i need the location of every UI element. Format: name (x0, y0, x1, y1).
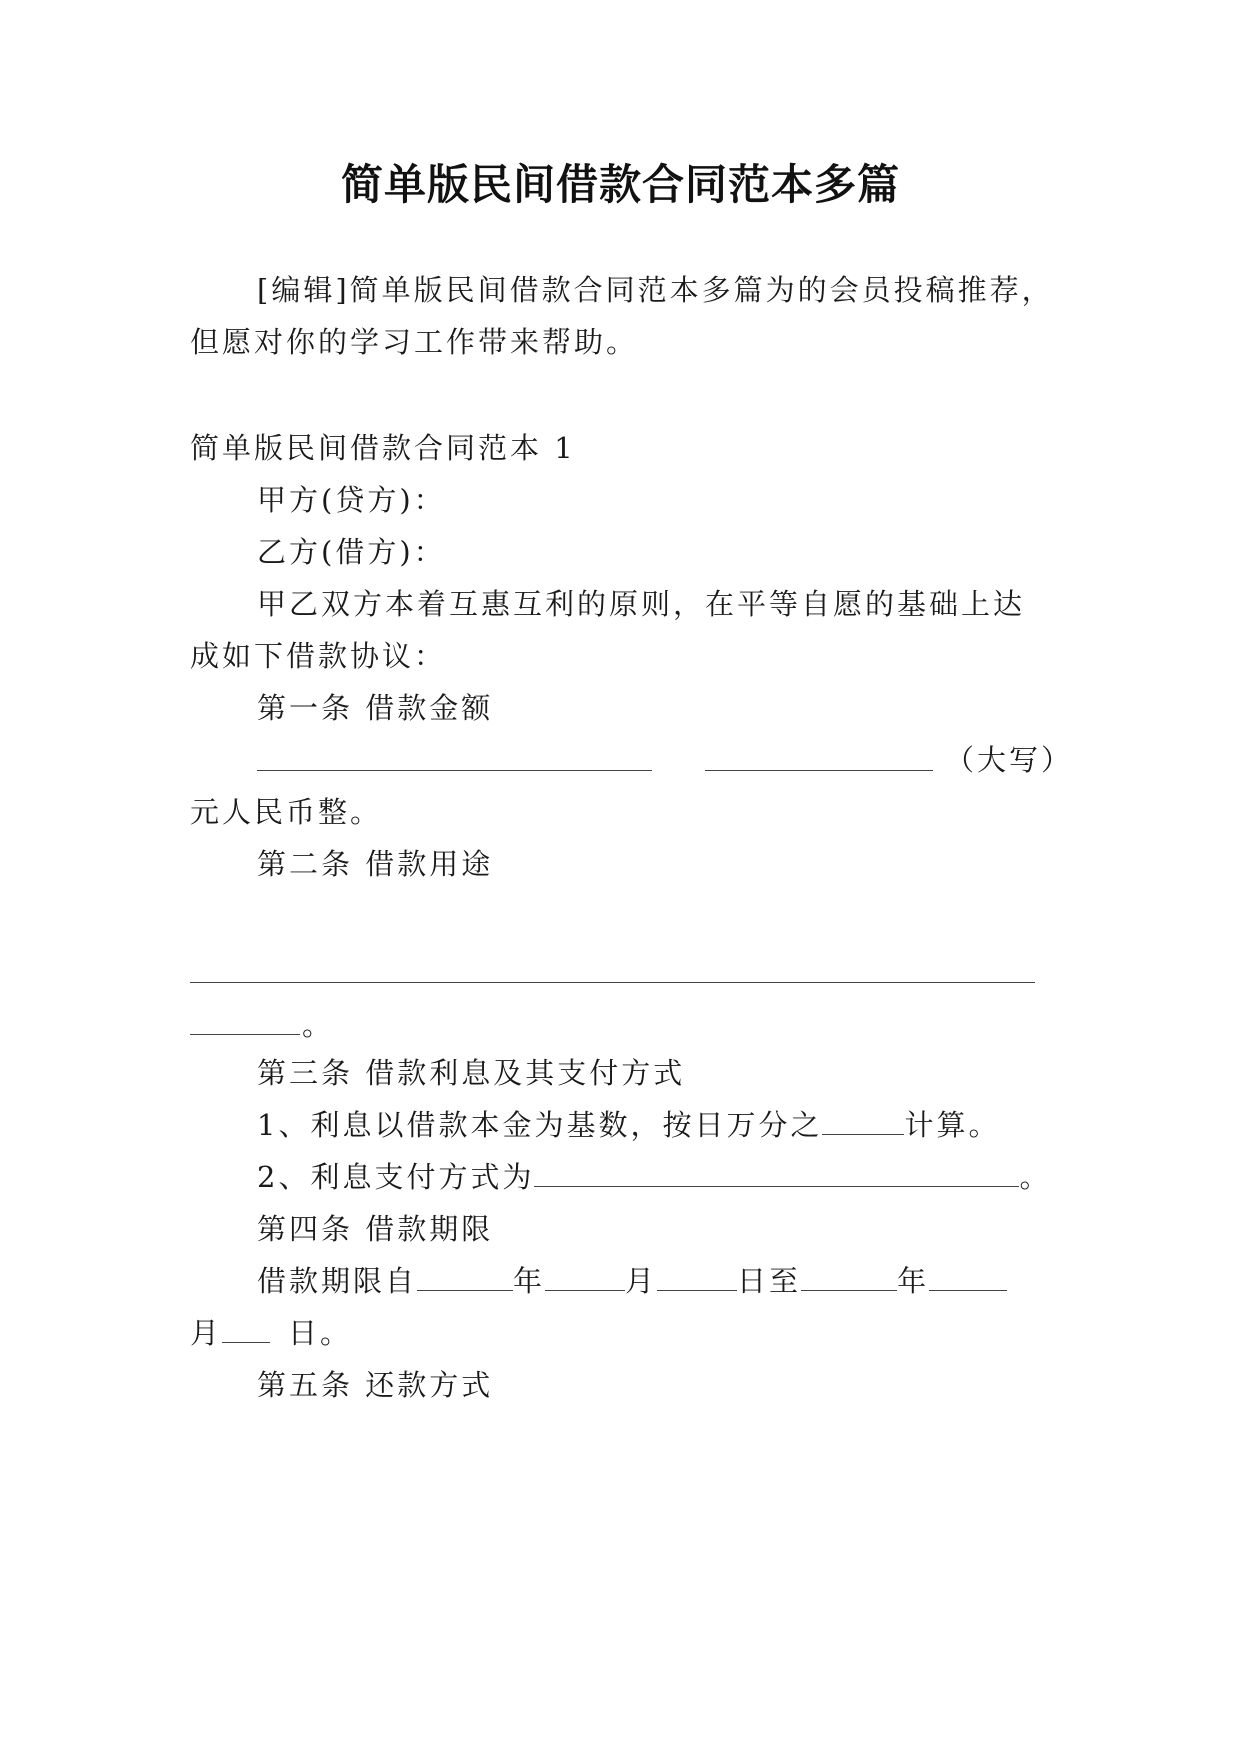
end-day-label: 日。 (288, 1316, 353, 1350)
end-month-blank-part[interactable] (929, 1264, 1007, 1291)
section-heading: 简单版民间借款合同范本 1 (190, 431, 576, 465)
start-year-blank[interactable] (417, 1264, 513, 1291)
end-year-blank[interactable] (801, 1264, 897, 1291)
interest-calc-text: 计算。 (904, 1108, 1001, 1142)
start-day-label: 日至 (737, 1264, 802, 1298)
start-month-blank[interactable] (545, 1264, 625, 1291)
purpose-blank-1[interactable] (190, 982, 1035, 983)
start-month-label: 月 (625, 1264, 658, 1298)
article-4-term-line1 (257, 1259, 1007, 1300)
end-year-label: 年 (897, 1264, 930, 1298)
article-3-item-2 (257, 1155, 1051, 1196)
amount-blank-2[interactable] (705, 770, 933, 771)
start-day-blank[interactable] (657, 1264, 737, 1291)
article-1-title: 第一条 借款金额 (257, 691, 494, 725)
article-1-currency: 元人民币整。 (190, 795, 383, 829)
article-5-title: 第五条 还款方式 (257, 1368, 494, 1402)
preamble-line1: 甲乙双方本着互惠互利的原则，在平等自愿的基础上达 (257, 587, 1026, 621)
start-year-label: 年 (513, 1264, 546, 1298)
article-4-title: 第四条 借款期限 (257, 1212, 494, 1246)
intro-paragraph-line2: 但愿对你的学习工作带来帮助。 (190, 325, 639, 359)
article-4-term-line2 (190, 1311, 352, 1352)
document-title: 简单版民间借款合同范本多篇 (340, 160, 900, 209)
amount-blank-1[interactable] (257, 770, 652, 771)
article-3-title: 第三条 借款利息及其支付方式 (257, 1056, 686, 1090)
party-a-label: 甲方(贷方)： (257, 483, 446, 517)
preamble-line2: 成如下借款协议： (190, 639, 447, 673)
purpose-blank-2[interactable] (190, 1034, 300, 1035)
interest-rate-blank[interactable] (822, 1108, 904, 1135)
end-day-blank[interactable] (222, 1316, 270, 1343)
term-from-text: 借款期限自 (257, 1264, 418, 1298)
intro-paragraph-line1: [编辑]简单版民间借款合同范本多篇为的会员投稿推荐， (257, 273, 1054, 307)
payment-method-blank[interactable] (534, 1160, 1019, 1187)
article-2-title: 第二条 借款用途 (257, 847, 494, 881)
uppercase-label: （大写） (945, 743, 1074, 777)
interest-rate-text: 1、利息以借款本金为基数，按日万分之 (257, 1108, 823, 1142)
party-b-label: 乙方(借方)： (257, 535, 446, 569)
payment-method-end: 。 (1019, 1160, 1052, 1194)
payment-method-text: 2、利息支付方式为 (257, 1160, 535, 1194)
end-month-label: 月 (190, 1316, 223, 1350)
purpose-end-mark: 。 (302, 1008, 335, 1042)
article-3-item-1 (257, 1103, 1000, 1144)
